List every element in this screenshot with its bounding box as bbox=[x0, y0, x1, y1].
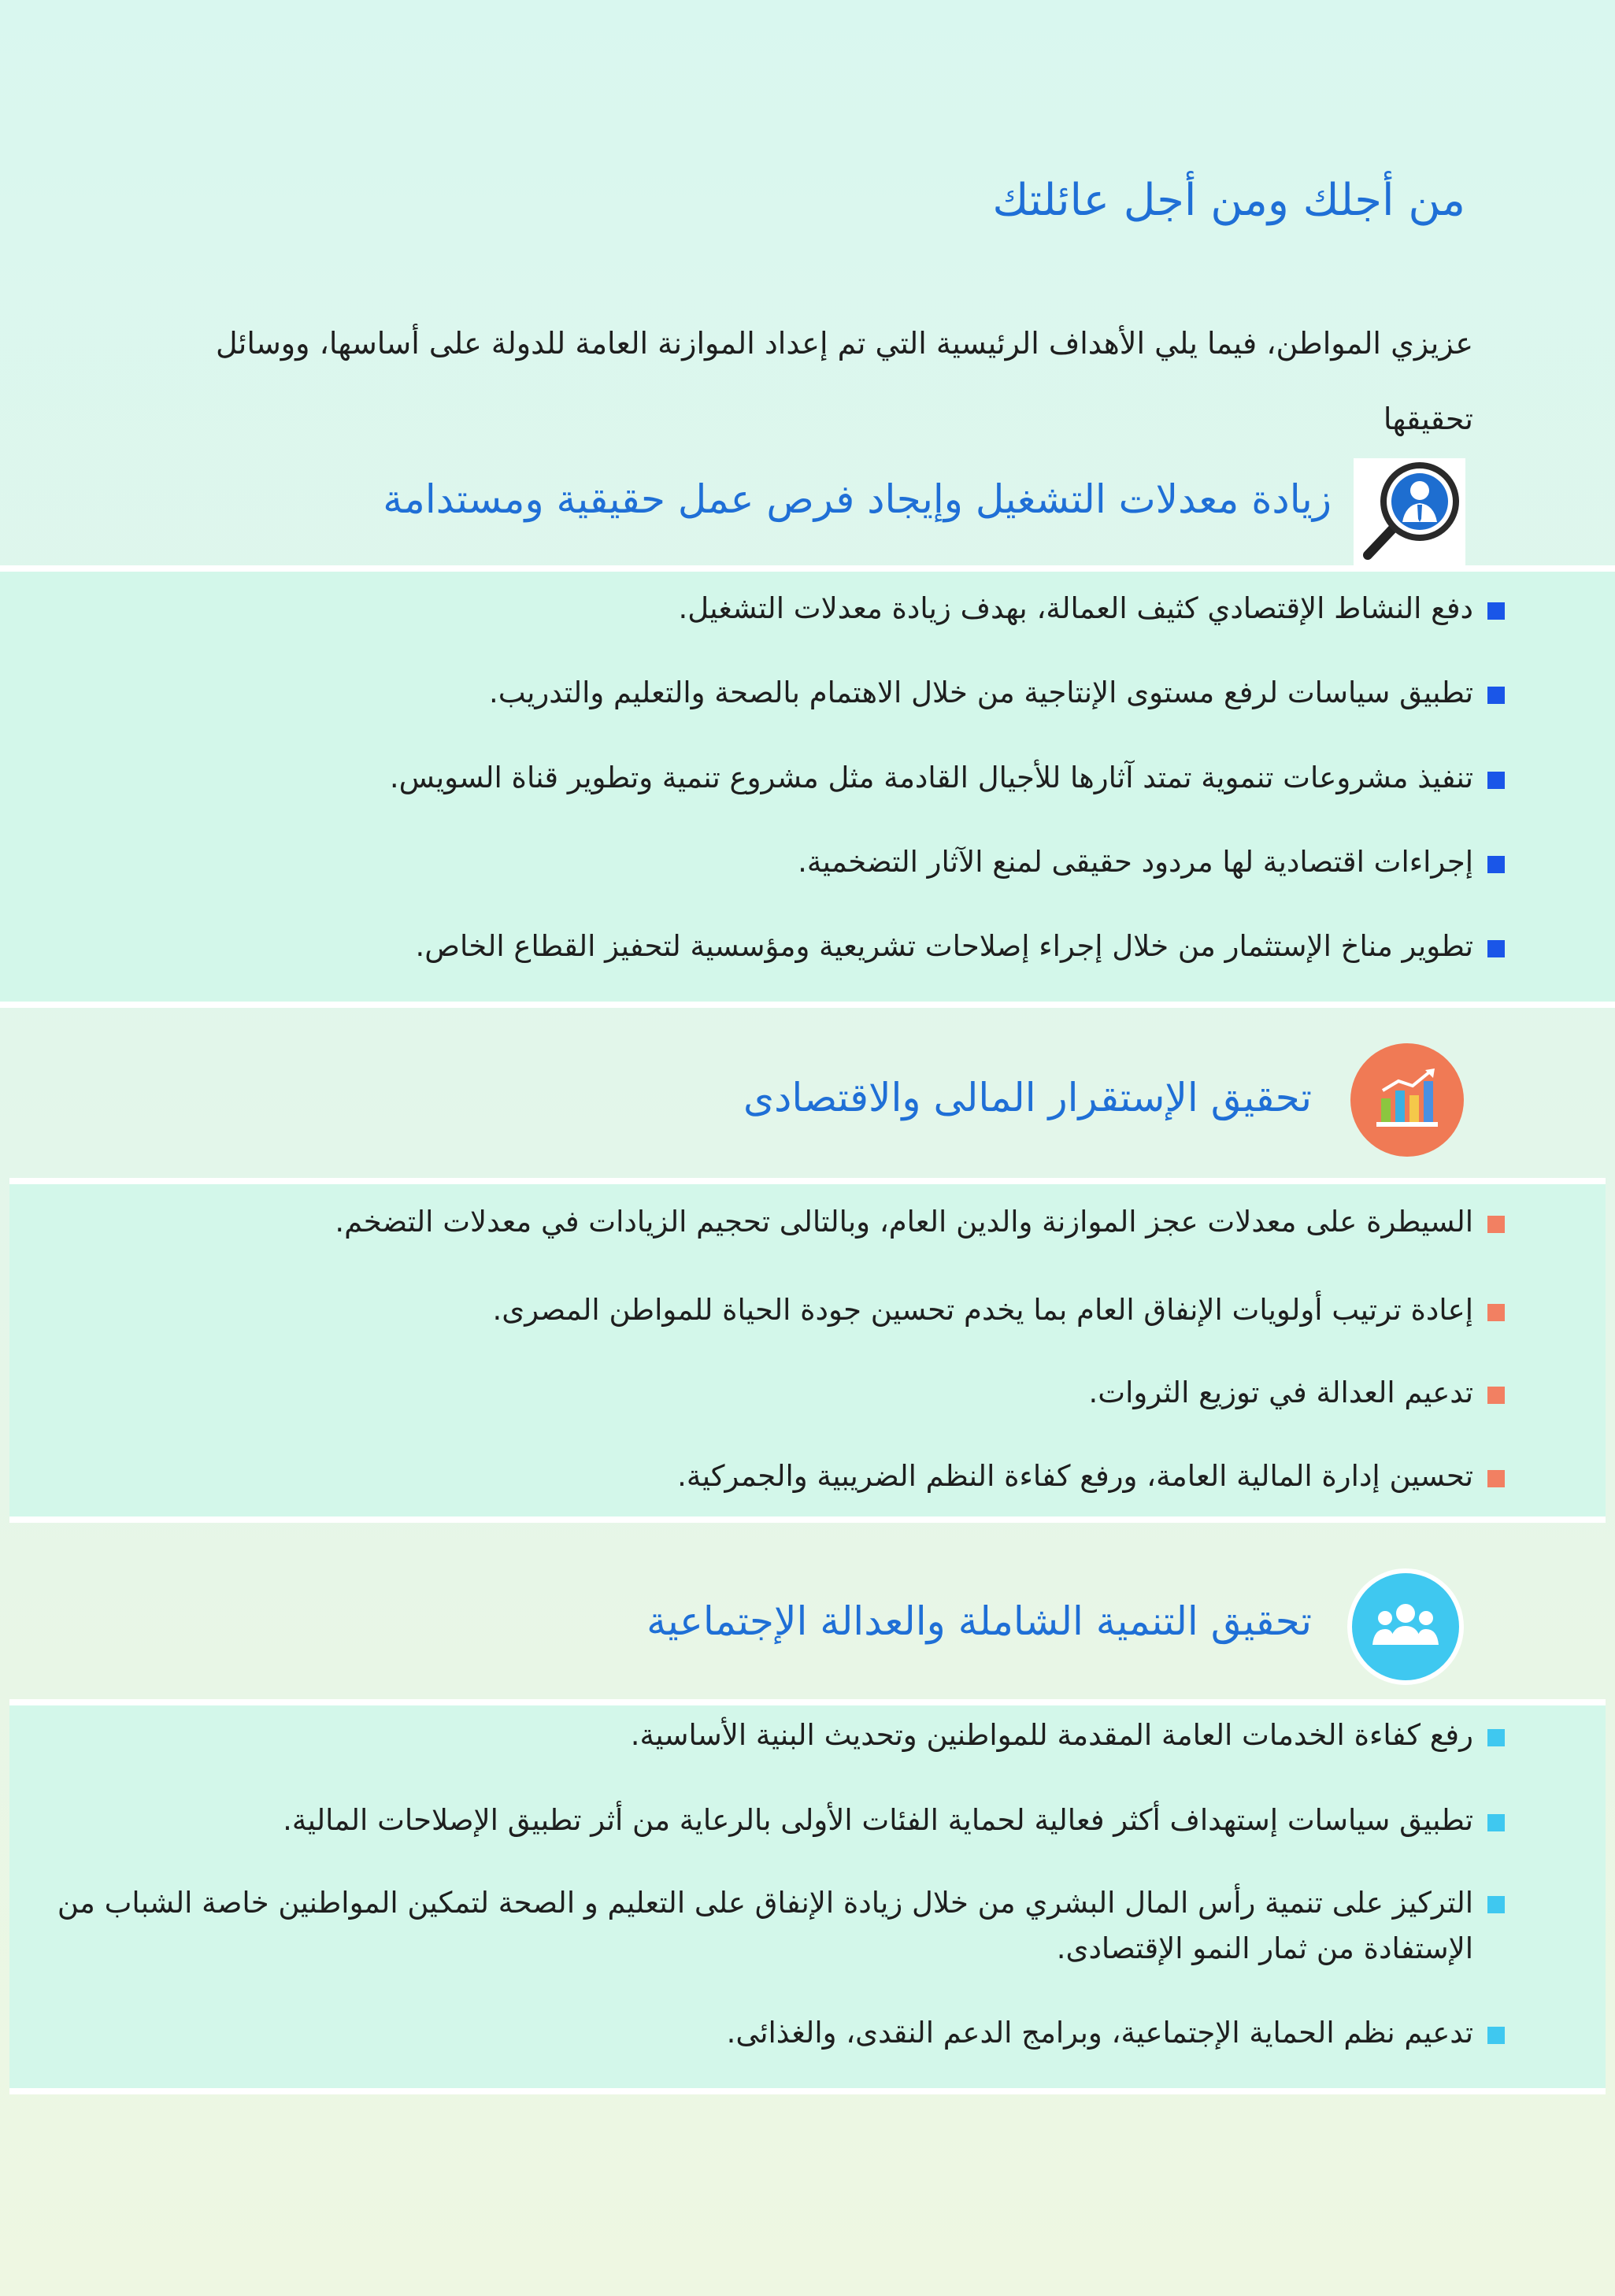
list-item: إعادة ترتيب أولويات الإنفاق العام بما يخدم تحسين جودة الحياة للمواطن المصرى. bbox=[24, 1288, 1505, 1332]
bar-chart-icon bbox=[1373, 1067, 1441, 1133]
list-item: تنفيذ مشروعات تنموية تمتد آثارها للأجيال القادمة مثل مشروع تنمية وتطوير قناة السويس. bbox=[24, 756, 1505, 800]
people-group-icon bbox=[1366, 1598, 1445, 1656]
bullet-square-icon bbox=[1487, 602, 1505, 620]
bullet-square-icon bbox=[1487, 1216, 1505, 1233]
bullet-square-icon bbox=[1487, 940, 1505, 957]
list-item: دفع النشاط الإقتصادي كثيف العمالة، بهدف زيادة معدلات التشغيل. bbox=[24, 587, 1505, 631]
list-item: تدعيم العدالة في توزيع الثروات. bbox=[24, 1371, 1505, 1415]
bullet-square-icon bbox=[1487, 772, 1505, 789]
bullet-square-icon bbox=[1487, 1470, 1505, 1487]
section-2-title: تحقيق الإستقرار المالى والاقتصادى bbox=[743, 1075, 1312, 1120]
list-item: تحسين إدارة المالية العامة، ورفع كفاءة النظم الضريبية والجمركية. bbox=[24, 1454, 1505, 1498]
intro-paragraph: عزيزي المواطن، فيما يلي الأهداف الرئيسية التي تم إعداد الموازنة العامة للدولة على أساسها، ووسائل تحقيقها bbox=[216, 326, 1473, 436]
page-title: من أجلك ومن أجل عائلتك bbox=[992, 175, 1465, 226]
bullet-square-icon bbox=[1487, 1814, 1505, 1831]
list-item: رفع كفاءة الخدمات العامة المقدمة للمواطنين وتحديث البنية الأساسية. bbox=[24, 1713, 1505, 1757]
bullet-square-icon bbox=[1487, 2027, 1505, 2044]
list-item: التركيز على تنمية رأس المال البشري من خلال زيادة الإنفاق على التعليم و الصحة لتمكين المواطنين خاصة الشباب من الإستفادة من ثمار النمو الإقتصادى. bbox=[24, 1880, 1505, 1972]
section-2-icon bbox=[1350, 1043, 1464, 1157]
section-3-icon bbox=[1347, 1568, 1464, 1685]
section-1-icon-box bbox=[1354, 458, 1465, 568]
list-item: تدعيم نظم الحماية الإجتماعية، وبرامج الدعم النقدى، والغذائى. bbox=[24, 2011, 1505, 2055]
magnifier-person-icon bbox=[1358, 461, 1461, 566]
list-item: إجراءات اقتصادية لها مردود حقيقى لمنع الآثار التضخمية. bbox=[24, 840, 1505, 884]
bullet-square-icon bbox=[1487, 1896, 1505, 1913]
list-item: تطبيق سياسات إستهداف أكثر فعالية لحماية الفئات الأولى بالرعاية من أثر تطبيق الإصلاحات المالية. bbox=[24, 1798, 1505, 1842]
bullet-square-icon bbox=[1487, 687, 1505, 704]
bullet-square-icon bbox=[1487, 856, 1505, 873]
list-item: تطبيق سياسات لرفع مستوى الإنتاجية من خلال الاهتمام بالصحة والتعليم والتدريب. bbox=[24, 671, 1505, 715]
bullet-square-icon bbox=[1487, 1387, 1505, 1404]
section-3-title: تحقيق التنمية الشاملة والعدالة الإجتماعية bbox=[646, 1598, 1312, 1644]
bullet-square-icon bbox=[1487, 1304, 1505, 1321]
list-item: تطوير مناخ الإستثمار من خلال إجراء إصلاحات تشريعية ومؤسسية لتحفيز القطاع الخاص. bbox=[24, 924, 1505, 968]
list-item: السيطرة على معدلات عجز الموازنة والدين العام، وبالتالى تحجيم الزيادات في معدلات التضخم. bbox=[24, 1200, 1505, 1244]
bullet-square-icon bbox=[1487, 1729, 1505, 1746]
section-1-title: زيادة معدلات التشغيل وإيجاد فرص عمل حقيقية ومستدامة bbox=[383, 476, 1332, 522]
